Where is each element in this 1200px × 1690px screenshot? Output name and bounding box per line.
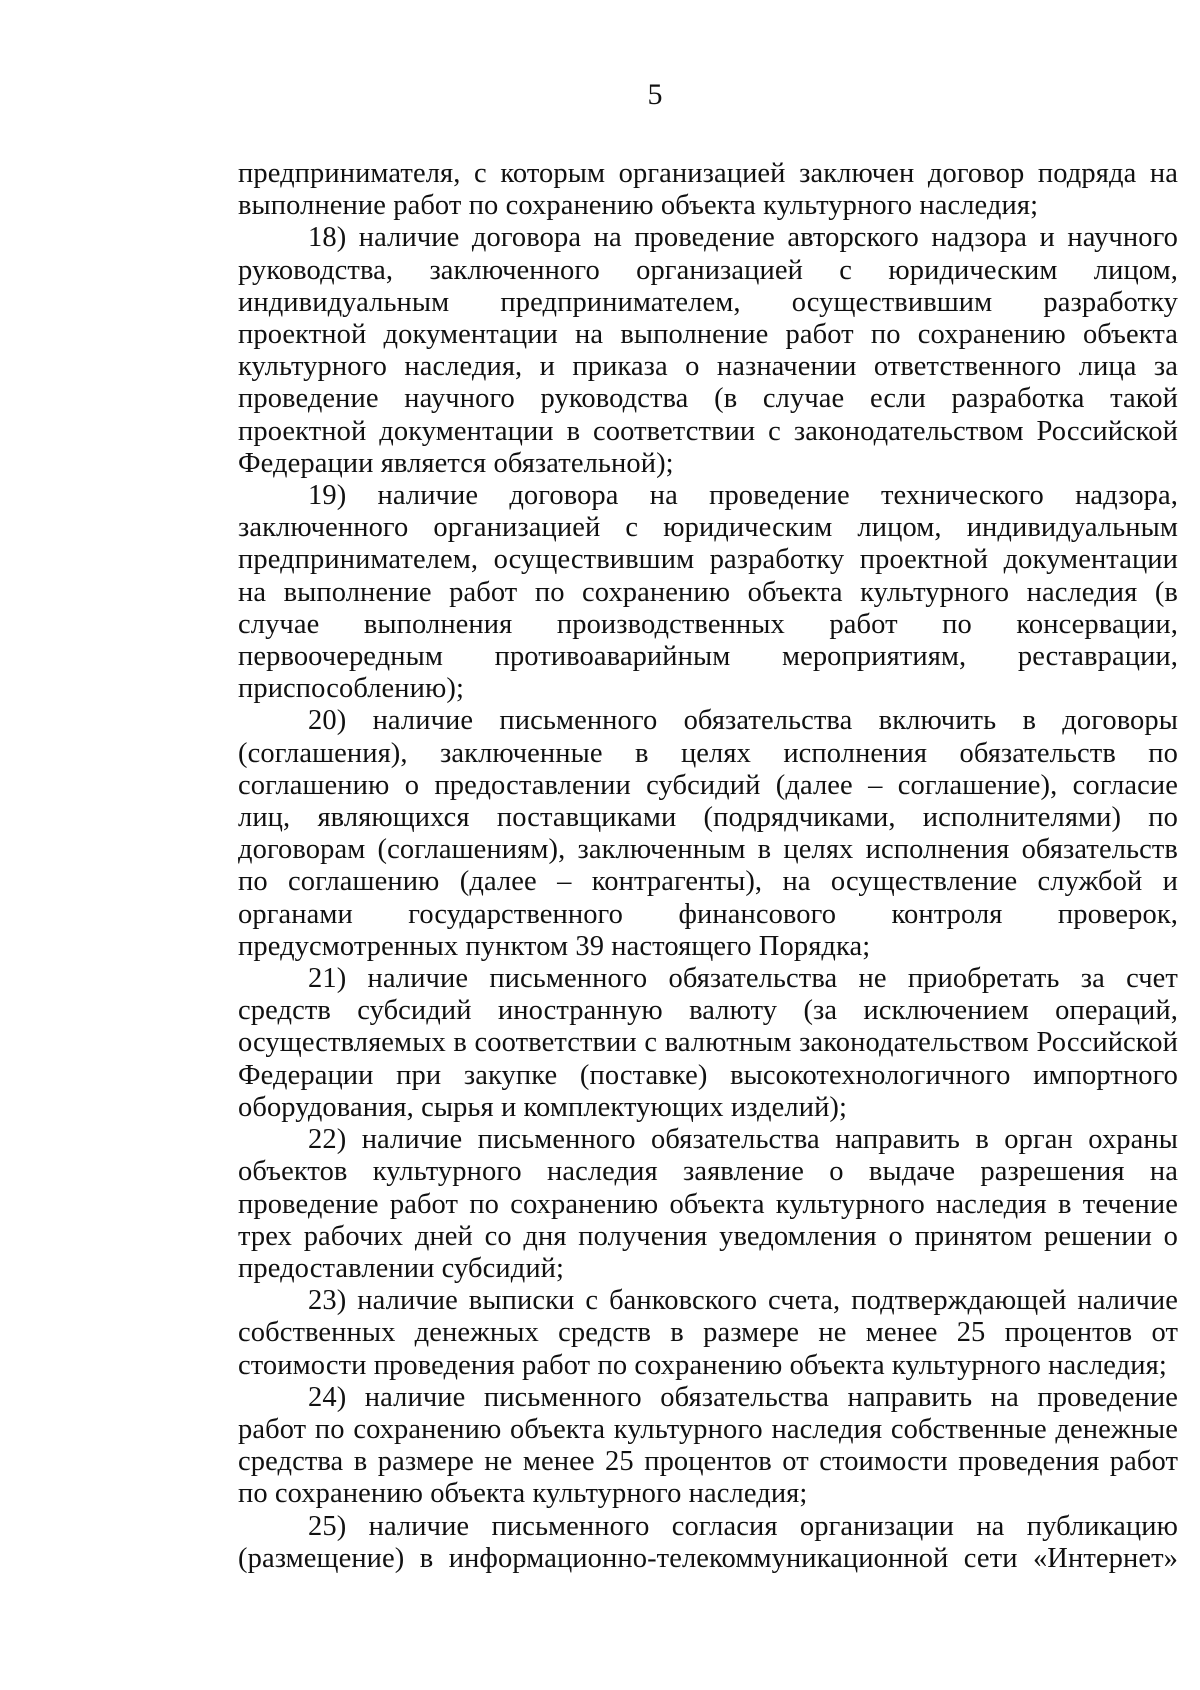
- paragraph-item-18: 18) наличие договора на проведение авторского надзора и научного руководства, заключенного организацией с юридическим лицом, индивидуальным предпринимателем, осуществившим разработку проектной документации на выполнение работ по сохранению объекта культурного наследия, и приказа о назначении ответственного лица за проведение научного руководства (в случае если разработка такой проектной документации в соответствии с законодательством Российской Федерации является обязательной);: [238, 222, 1178, 479]
- paragraph-item-23: 23) наличие выписки с банковского счета, подтверждающей наличие собственных денежных средств в размере не менее 25 процентов от стоимости проведения работ по сохранению объекта культурного наследия;: [238, 1285, 1178, 1381]
- paragraph-continuation: предпринимателя, с которым организацией заключен договор подряда на выполнение работ по сохранению объекта культурного наследия;: [238, 158, 1178, 222]
- paragraph-item-22: 22) наличие письменного обязательства направить в орган охраны объектов культурного наследия заявление о выдаче разрешения на проведение работ по сохранению объекта культурного наследия в течение трех рабочих дней со дня получения уведомления о принятом решении о предоставлении субсидий;: [238, 1124, 1178, 1284]
- paragraph-item-19: 19) наличие договора на проведение технического надзора, заключенного организацией с юридическим лицом, индивидуальным предпринимателем, осуществившим разработку проектной документации на выполнение работ по сохранению объекта культурного наследия (в случае выполнения производственных работ по консервации, первоочередным противоаварийным мероприятиям, реставрации, приспособлению);: [238, 480, 1178, 705]
- paragraph-item-20: 20) наличие письменного обязательства включить в договоры (соглашения), заключенные в целях исполнения обязательств по соглашению о предоставлении субсидий (далее – соглашение), согласие лиц, являющихся поставщиками (подрядчиками, исполнителями) по договорам (соглашениям), заключенным в целях исполнения обязательств по соглашению (далее – контрагенты), на осуществление службой и органами государственного финансового контроля проверок, предусмотренных пунктом 39 настоящего Порядка;: [238, 705, 1178, 962]
- paragraph-item-21: 21) наличие письменного обязательства не приобретать за счет средств субсидий иностранную валюту (за исключением операций, осуществляемых в соответствии с валютным законодательством Российской Федерации при закупке (поставке) высокотехнологичного импортного оборудования, сырья и комплектующих изделий);: [238, 963, 1178, 1123]
- paragraph-item-25: 25) наличие письменного согласия организации на публикацию (размещение) в информационно-телекоммуникационной сети «Интернет»: [238, 1510, 1178, 1574]
- paragraph-item-24: 24) наличие письменного обязательства направить на проведение работ по сохранению объекта культурного наследия собственные денежные средства в размере не менее 25 процентов от стоимости проведения работ по сохранению объекта культурного наследия;: [238, 1381, 1178, 1510]
- page-number: 5: [647, 78, 663, 111]
- document-body: [238, 158, 1178, 1575]
